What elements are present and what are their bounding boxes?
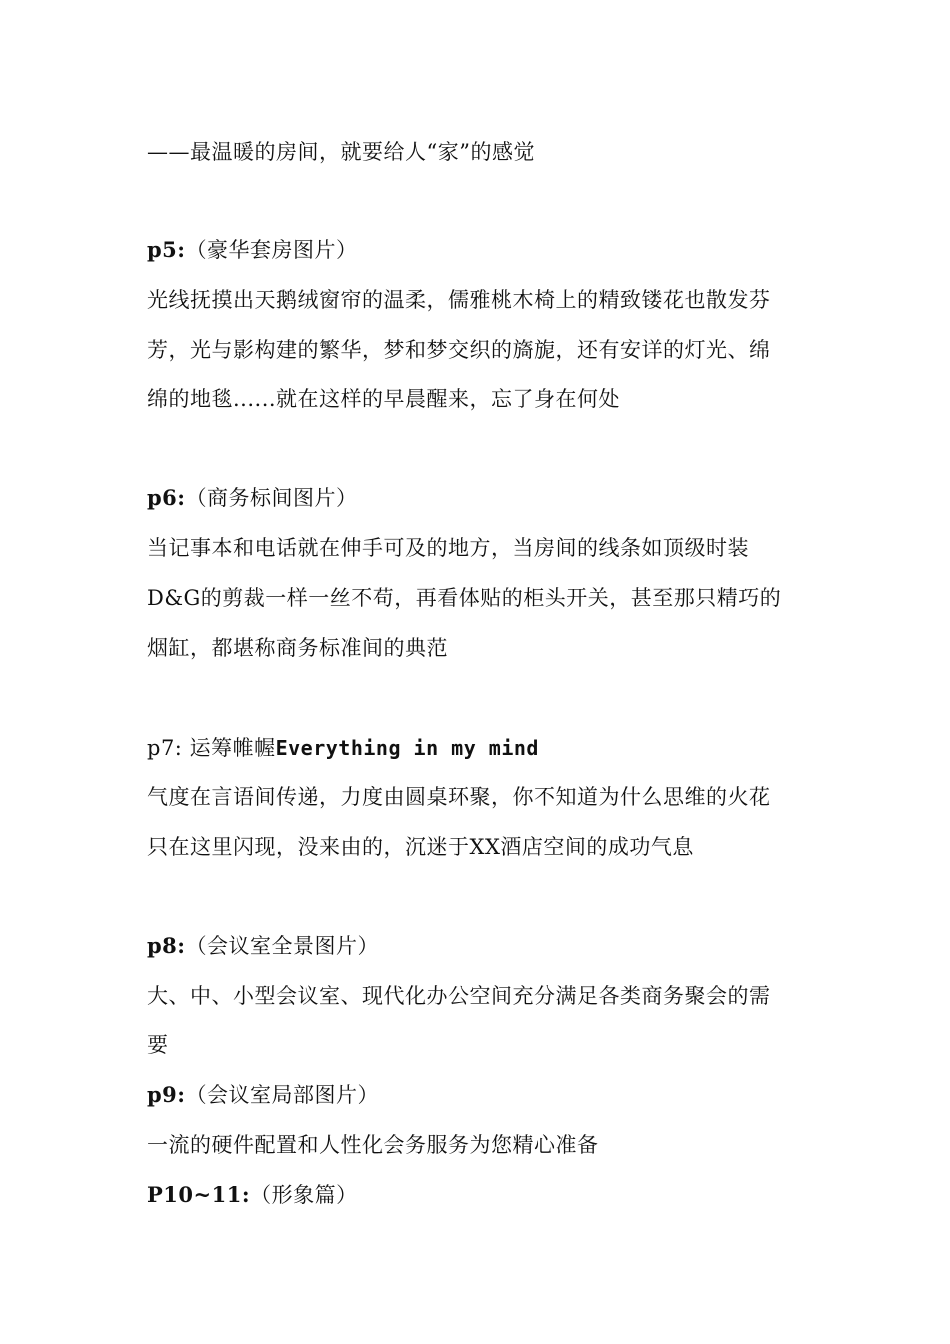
section-label: p7:	[147, 736, 183, 760]
section-label: P10~11:	[147, 1182, 251, 1207]
section-title: 运筹帷幄	[182, 736, 276, 760]
section-title: （豪华套房图片）	[185, 238, 358, 262]
section-title: （会议室全景图片）	[185, 934, 380, 958]
section-label: p6:	[147, 485, 186, 510]
section-title: （会议室局部图片）	[185, 1083, 380, 1107]
paragraph-line: D&G的剪裁一样一丝不苟，再看体贴的柜头开关，甚至那只精巧的	[147, 586, 782, 610]
paragraph-line: 当记事本和电话就在伸手可及的地方，当房间的线条如顶级时装	[147, 536, 749, 560]
paragraph-line: 气度在言语间传递，力度由圆桌环聚，你不知道为什么思维的火花	[147, 785, 771, 809]
intro-line: ——最温暖的房间，就要给人“家”的感觉	[147, 140, 535, 164]
paragraph-line: 芳，光与影构建的繁华，梦和梦交织的旖旎，还有安详的灯光、绵	[147, 338, 771, 362]
section-title-english: Everything in my mind	[275, 736, 539, 760]
section-label: p5:	[147, 237, 186, 262]
paragraph-line: 绵的地毯......就在这样的早晨醒来，忘了身在何处	[147, 387, 621, 411]
section-label: p8:	[147, 933, 186, 958]
section-title: （形象篇）	[250, 1183, 358, 1207]
section-heading-p5	[147, 236, 807, 264]
paragraph-line: 光线抚摸出天鹅绒窗帘的温柔，儒雅桃木椅上的精致镂花也散发芬	[147, 288, 771, 312]
section-label: p9:	[147, 1082, 186, 1107]
section-heading-p8	[147, 932, 807, 960]
section-heading-p6	[147, 484, 807, 512]
section-heading-p10-11	[147, 1181, 807, 1209]
section-title: （商务标间图片）	[185, 486, 358, 510]
section-heading-p9	[147, 1081, 807, 1109]
paragraph-line: 一流的硬件配置和人性化会务服务为您精心准备	[147, 1133, 599, 1157]
paragraph-line: 只在这里闪现，没来由的，沉迷于XX酒店空间的成功气息	[147, 835, 694, 859]
paragraph-line: 大、中、小型会议室、现代化办公空间充分满足各类商务聚会的需	[147, 984, 771, 1008]
section-heading-p7	[147, 734, 807, 762]
paragraph-line: 要	[147, 1033, 169, 1057]
paragraph-line: 烟缸，都堪称商务标准间的典范	[147, 636, 448, 660]
